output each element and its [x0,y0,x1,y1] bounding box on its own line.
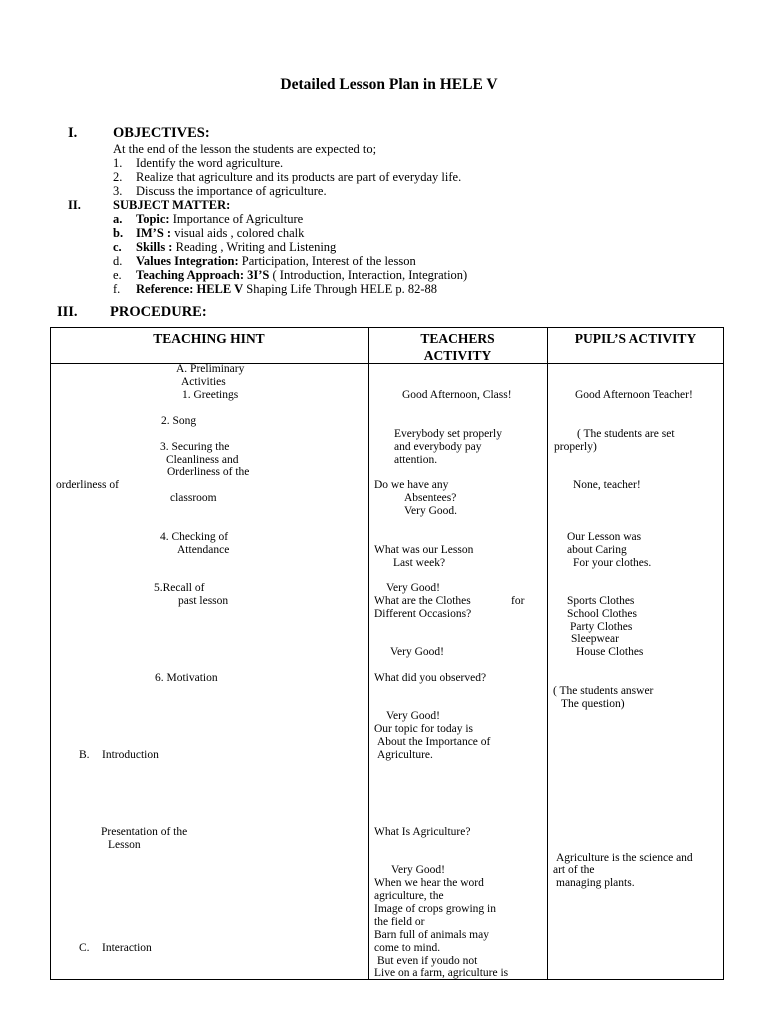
objective-text: Discuss the importance of agriculture. [136,184,327,198]
subject-item [136,254,416,268]
teacher-line: Do we have any [374,479,449,491]
teacher-line: What Is Agriculture? [374,826,471,838]
column-divider [368,327,369,980]
teacher-line: Last week? [393,557,446,569]
pupil-line: For your clothes. [573,557,652,569]
pupil-line: managing plants. [556,877,635,889]
teacher-line: Absentees? [404,492,457,504]
pupil-line: art of the [553,864,595,876]
pupil-line: ( The students are set [577,428,675,440]
teacher-line: Good Afternoon, Class! [402,389,512,401]
item-label: Skills : [136,240,173,254]
teacher-line: come to mind. [374,942,441,954]
document-title: Detailed Lesson Plan in HELE V [280,76,498,93]
column-header-teachers-activity [368,330,547,364]
item-label: Topic: [136,212,170,226]
item-text: Reading , Writing and Listening [172,240,337,254]
teacher-line: What did you observed? [374,672,487,684]
hint-line: classroom [170,492,217,504]
hint-line: Activities [181,376,226,388]
section-number: III. [57,304,78,320]
section-heading: PROCEDURE: [110,304,207,320]
teacher-line: Barn full of animals may [374,929,489,941]
pupil-line: about Caring [567,544,627,556]
teacher-line: Agriculture. [377,749,433,761]
column-header-pupils-activity: PUPIL’S ACTIVITY [574,331,697,346]
teacher-line: But even if youdo not [377,955,478,967]
objective-text: Realize that agriculture and its products are part of everyday life. [136,170,462,184]
teacher-line: Live on a farm, agriculture is [374,967,509,979]
teacher-line: About the Importance of [377,736,491,748]
hint-line: 4. Checking of [160,531,229,543]
item-label: Values Integration: [136,254,239,268]
item-text: ( Introduction, Interaction, Integration) [269,268,468,282]
hint-line: past lesson [178,595,229,607]
subject-item [136,268,467,282]
objective-number: 1. [113,156,123,170]
hint-line: 5.Recall of [154,582,205,594]
pupil-line: Agriculture is the science and [556,852,693,864]
hint-line: 3. Securing the [160,441,230,453]
item-letter: e. [113,268,122,282]
hint-line: 6. Motivation [155,672,218,684]
pupil-line: The question) [561,698,625,710]
teacher-line: agriculture, the [374,890,444,902]
hint-line: Interaction [102,942,152,954]
section-heading: OBJECTIVES: [113,125,210,141]
pupil-line: Our Lesson was [567,531,642,543]
header-line: TEACHERS [420,331,495,346]
hint-line: 1. Greetings [182,389,239,401]
teacher-line: Very Good! [390,646,444,658]
subject-item [136,212,303,226]
pupil-line: Sports Clothes [567,595,635,607]
teacher-line: Very Good. [404,505,458,517]
hint-line: 2. Song [161,415,197,427]
pupil-line: properly) [554,441,597,453]
teacher-line: Very Good! [386,582,440,594]
pupil-line: Sleepwear [571,633,619,645]
item-letter: a. [113,212,123,226]
teacher-line: Our topic for today is [374,723,474,735]
item-label: Reference: HELE V [136,282,244,296]
hint-line: orderliness of [56,479,119,491]
item-letter: c. [113,240,122,254]
teacher-line: When we hear the word [374,877,484,889]
teacher-line: Very Good! [391,864,445,876]
hint-line: Introduction [102,749,159,761]
objectives-intro: At the end of the lesson the students are expected to; [113,142,377,156]
teacher-line: the field or [374,916,425,928]
teacher-line: Image of crops growing in [374,903,496,915]
hint-line: Lesson [108,839,141,851]
teacher-line: for [511,595,525,607]
objective-number: 3. [113,184,123,198]
pupil-line: None, teacher! [573,479,641,491]
hint-line: Attendance [177,544,230,556]
hint-line: Orderliness of the [167,466,250,478]
teacher-line: attention. [394,454,438,466]
teacher-line: What was our Lesson [374,544,474,556]
hint-line: C. [79,942,90,954]
pupil-line: School Clothes [567,608,637,620]
subject-item [136,282,437,296]
hint-line: B. [79,749,90,761]
subject-item [136,226,304,240]
item-text: Importance of Agriculture [169,212,304,226]
item-text: Shaping Life Through HELE p. 82-88 [243,282,437,296]
teacher-line: Different Occasions? [374,608,472,620]
item-label: IM’S : [136,226,172,240]
section-number: II. [68,198,81,212]
pupil-line: Good Afternoon Teacher! [575,389,693,401]
pupil-line: ( The students answer [553,685,654,697]
hint-line: A. Preliminary [176,363,245,375]
objective-text: Identify the word agriculture. [136,156,284,170]
hint-line: Presentation of the [101,826,188,838]
section-number: I. [68,125,78,141]
item-label: Teaching Approach: 3I’S [136,268,270,282]
column-divider [547,327,548,980]
pupil-line: House Clothes [576,646,644,658]
item-letter: d. [113,254,123,268]
pupil-line: Party Clothes [570,621,633,633]
subject-item [136,240,336,254]
item-letter: b. [113,226,124,240]
item-text: visual aids , colored chalk [171,226,305,240]
column-header-teaching-hint: TEACHING HINT [153,331,265,346]
hint-line: Cleanliness and [166,454,239,466]
teacher-line: Everybody set properly [394,428,502,440]
section-heading: SUBJECT MATTER: [113,198,231,212]
teacher-line: and everybody pay [394,441,482,453]
objective-number: 2. [113,170,123,184]
item-text: Participation, Interest of the lesson [238,254,416,268]
teacher-line: What are the Clothes [374,595,471,607]
header-line: ACTIVITY [423,348,492,363]
item-letter: f. [113,282,121,296]
teacher-line: Very Good! [386,710,440,722]
